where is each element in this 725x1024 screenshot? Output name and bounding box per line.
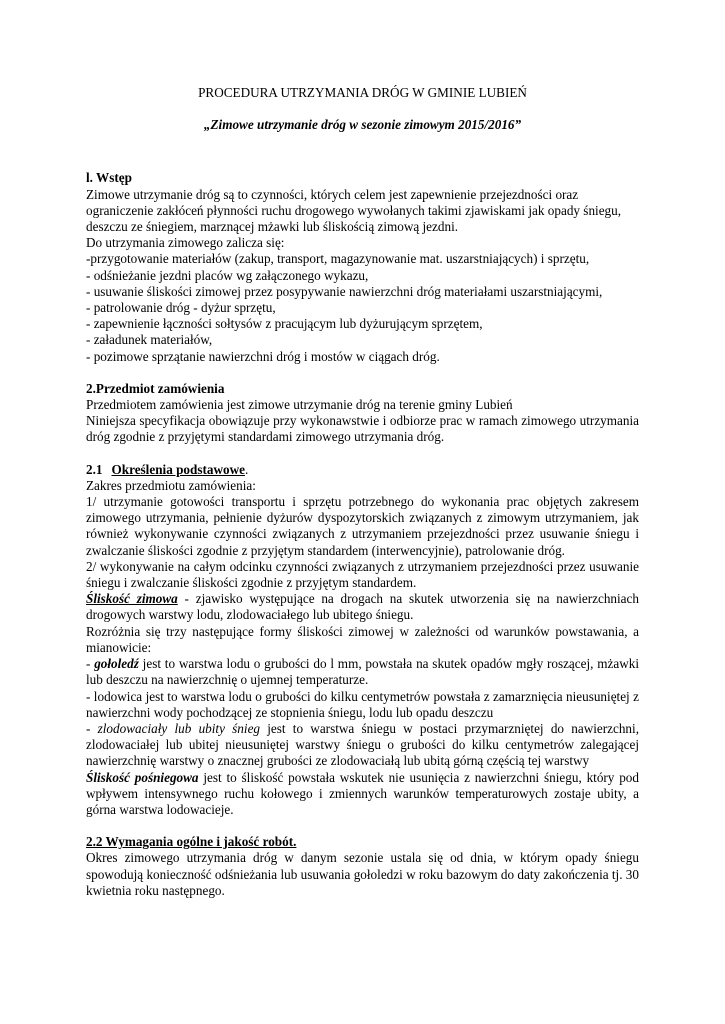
definition-term: Śliskość zimowa — [86, 591, 178, 607]
list-item: - pozimowe sprzątanie nawierzchni dróg i mostów w ciągach dróg. — [86, 348, 440, 364]
section-2-line: Przedmiotem zamówienia jest zimowe utrzymanie dróg na terenie gminy Lubień — [86, 397, 513, 413]
section-2-1-heading — [86, 462, 639, 478]
definition-term: gołoledź — [94, 656, 139, 672]
document-title: PROCEDURA UTRZYMANIA DRÓG W GMINIE LUBIEŃ — [198, 85, 527, 100]
section-2-1-title: Określenia podstawowe — [111, 461, 245, 477]
section-2-paragraph: Niniejsza specyfikacja obowiązuje przy wykonawstwie i odbiorze prac w ramach zimowego utrzymania dróg zgodnie z przyjętymi standardami zimowego utrzymania dróg. — [86, 413, 639, 445]
definition-text: - zjawisko występujące na drogach na skutek utworzenia się na nawierzchniach drogowych warstwy lodu, zlodowaciałego lub ubitego śniegu. — [86, 591, 639, 623]
definition-lodowica: - lodowica jest to warstwa lodu o grubości do kilku centymetrów powstała z zamarznięcia nieusuniętej z nawierzchni wody pochodzącej ze stopnienia śniegu, lodu lub opadu deszczu — [86, 688, 639, 720]
definition-text: jest to warstwa lodu o grubości do l mm, powstała na skutek opadów mgły roszącej, mżawki lub deszczu na nawierzchnię o ujemnej temperaturze. — [86, 656, 639, 688]
definition-text: jest to warstwa śniegu w postaci przymarzniętej do nawierzchni, zlodowaciałej lub ubitej nieusuniętej warstwy śniegu o grubości do kilku centymetrów zalegającej nawierzchnię warstwy o znacznej grubości ze zlodowaciałą lub ubitą górną częścią tej warstwy — [86, 720, 639, 769]
section-2-2-heading: 2.2 Wymagania ogólne i jakość robót. — [86, 834, 297, 850]
definition-gololedz — [86, 656, 639, 688]
definition-term: Śliskość pośniegowa — [86, 769, 199, 785]
list-item: - zapewnienie łączności sołtysów z pracującym lub dyżurującym sprzętem, — [86, 316, 483, 332]
list-item: - patrolowanie dróg - dyżur sprzętu, — [86, 300, 276, 316]
section-1-lead: Do utrzymania zimowego zalicza się: — [86, 235, 285, 251]
section-2-2-paragraph: Okres zimowego utrzymania dróg w danym sezonie ustala się od dnia, w którym opady śniegu spowodują konieczność odśnieżania lub usuwania gołoledzi w roku bazowym do daty zakończenia tj. 30 kwietnia roku następnego. — [86, 850, 639, 898]
section-1-heading: l. Wstęp — [86, 170, 132, 186]
definition-prefix: - — [86, 656, 95, 672]
section-1-intro: Zimowe utrzymanie dróg są to czynności, których celem jest zapewnienie przejezdności oraz ograniczenie zakłóceń płynności ruchu drogowego wywołanych takimi zjawiskami jak opady śniegu, deszczu ze śniegiem, marznącej mżawki lub śliskością zimową jezdni. — [86, 186, 622, 235]
list-item: - odśnieżanie jezdni placów wg załączonego wykazu, — [86, 267, 369, 283]
forms-paragraph: Rozróżnia się trzy następujące formy śliskości zimowej w zależności od warunków powstawania, a mianowicie: — [86, 623, 639, 655]
list-item: - załadunek materiałów, — [86, 332, 213, 348]
section-2-heading: 2.Przedmiot zamówienia — [86, 380, 225, 396]
definition-text: jest to śliskość powstała wskutek nie usunięcia z nawierzchni śniegu, który pod wpływem intensywnego ruchu kołowego i zmiennych warunków temperaturowych zostaje ubity, a górna warstwa lodowacieje. — [86, 769, 639, 817]
definition-sliskosc-zimowa — [86, 591, 639, 623]
section-2-1-point-2: 2/ wykonywanie na całym odcinku czynności związanych z utrzymaniem przejezdności przez usuwanie śniegu i zwalczanie śliskości zgodnie z przyjętym standardem. — [86, 558, 639, 591]
section-2-1-dot: . — [244, 461, 249, 477]
list-item: -przygotowanie materiałów (zakup, transport, magazynowanie mat. uszarstniających) i sprzętu, — [86, 251, 590, 267]
definition-term: zlodowaciały lub ubity śnieg — [97, 720, 261, 736]
list-item: - usuwanie śliskości zimowej przez posypywanie nawierzchni dróg materiałami uszarstniającymi, — [86, 283, 603, 299]
definition-zlodowacialy-snieg — [86, 721, 639, 770]
document-subtitle: „Zimowe utrzymanie dróg w sezonie zimowym 2015/2016” — [203, 117, 522, 133]
section-2-1-point-1: 1/ utrzymanie gotowości transportu i sprzętu potrzebnego do wykonania prac objętych zakresem zimowego utrzymania, pełnienie dyżurów dyspozytorskich związanych z zimowym utrzymaniem, jak również wykonywanie czynności związanych z utrzymaniem przejezdności przez usuwanie śniegu i zwalczanie śliskości zgodnie z przyjętym standardem (interwencyjnie), patrolowanie dróg. — [86, 494, 639, 558]
definition-sliskosc-posniegowa — [86, 770, 639, 819]
definition-prefix: - — [86, 720, 98, 736]
section-2-1-lead: Zakres przedmiotu zamówienia: — [86, 477, 256, 493]
section-2-1-number: 2.1 — [86, 461, 103, 477]
